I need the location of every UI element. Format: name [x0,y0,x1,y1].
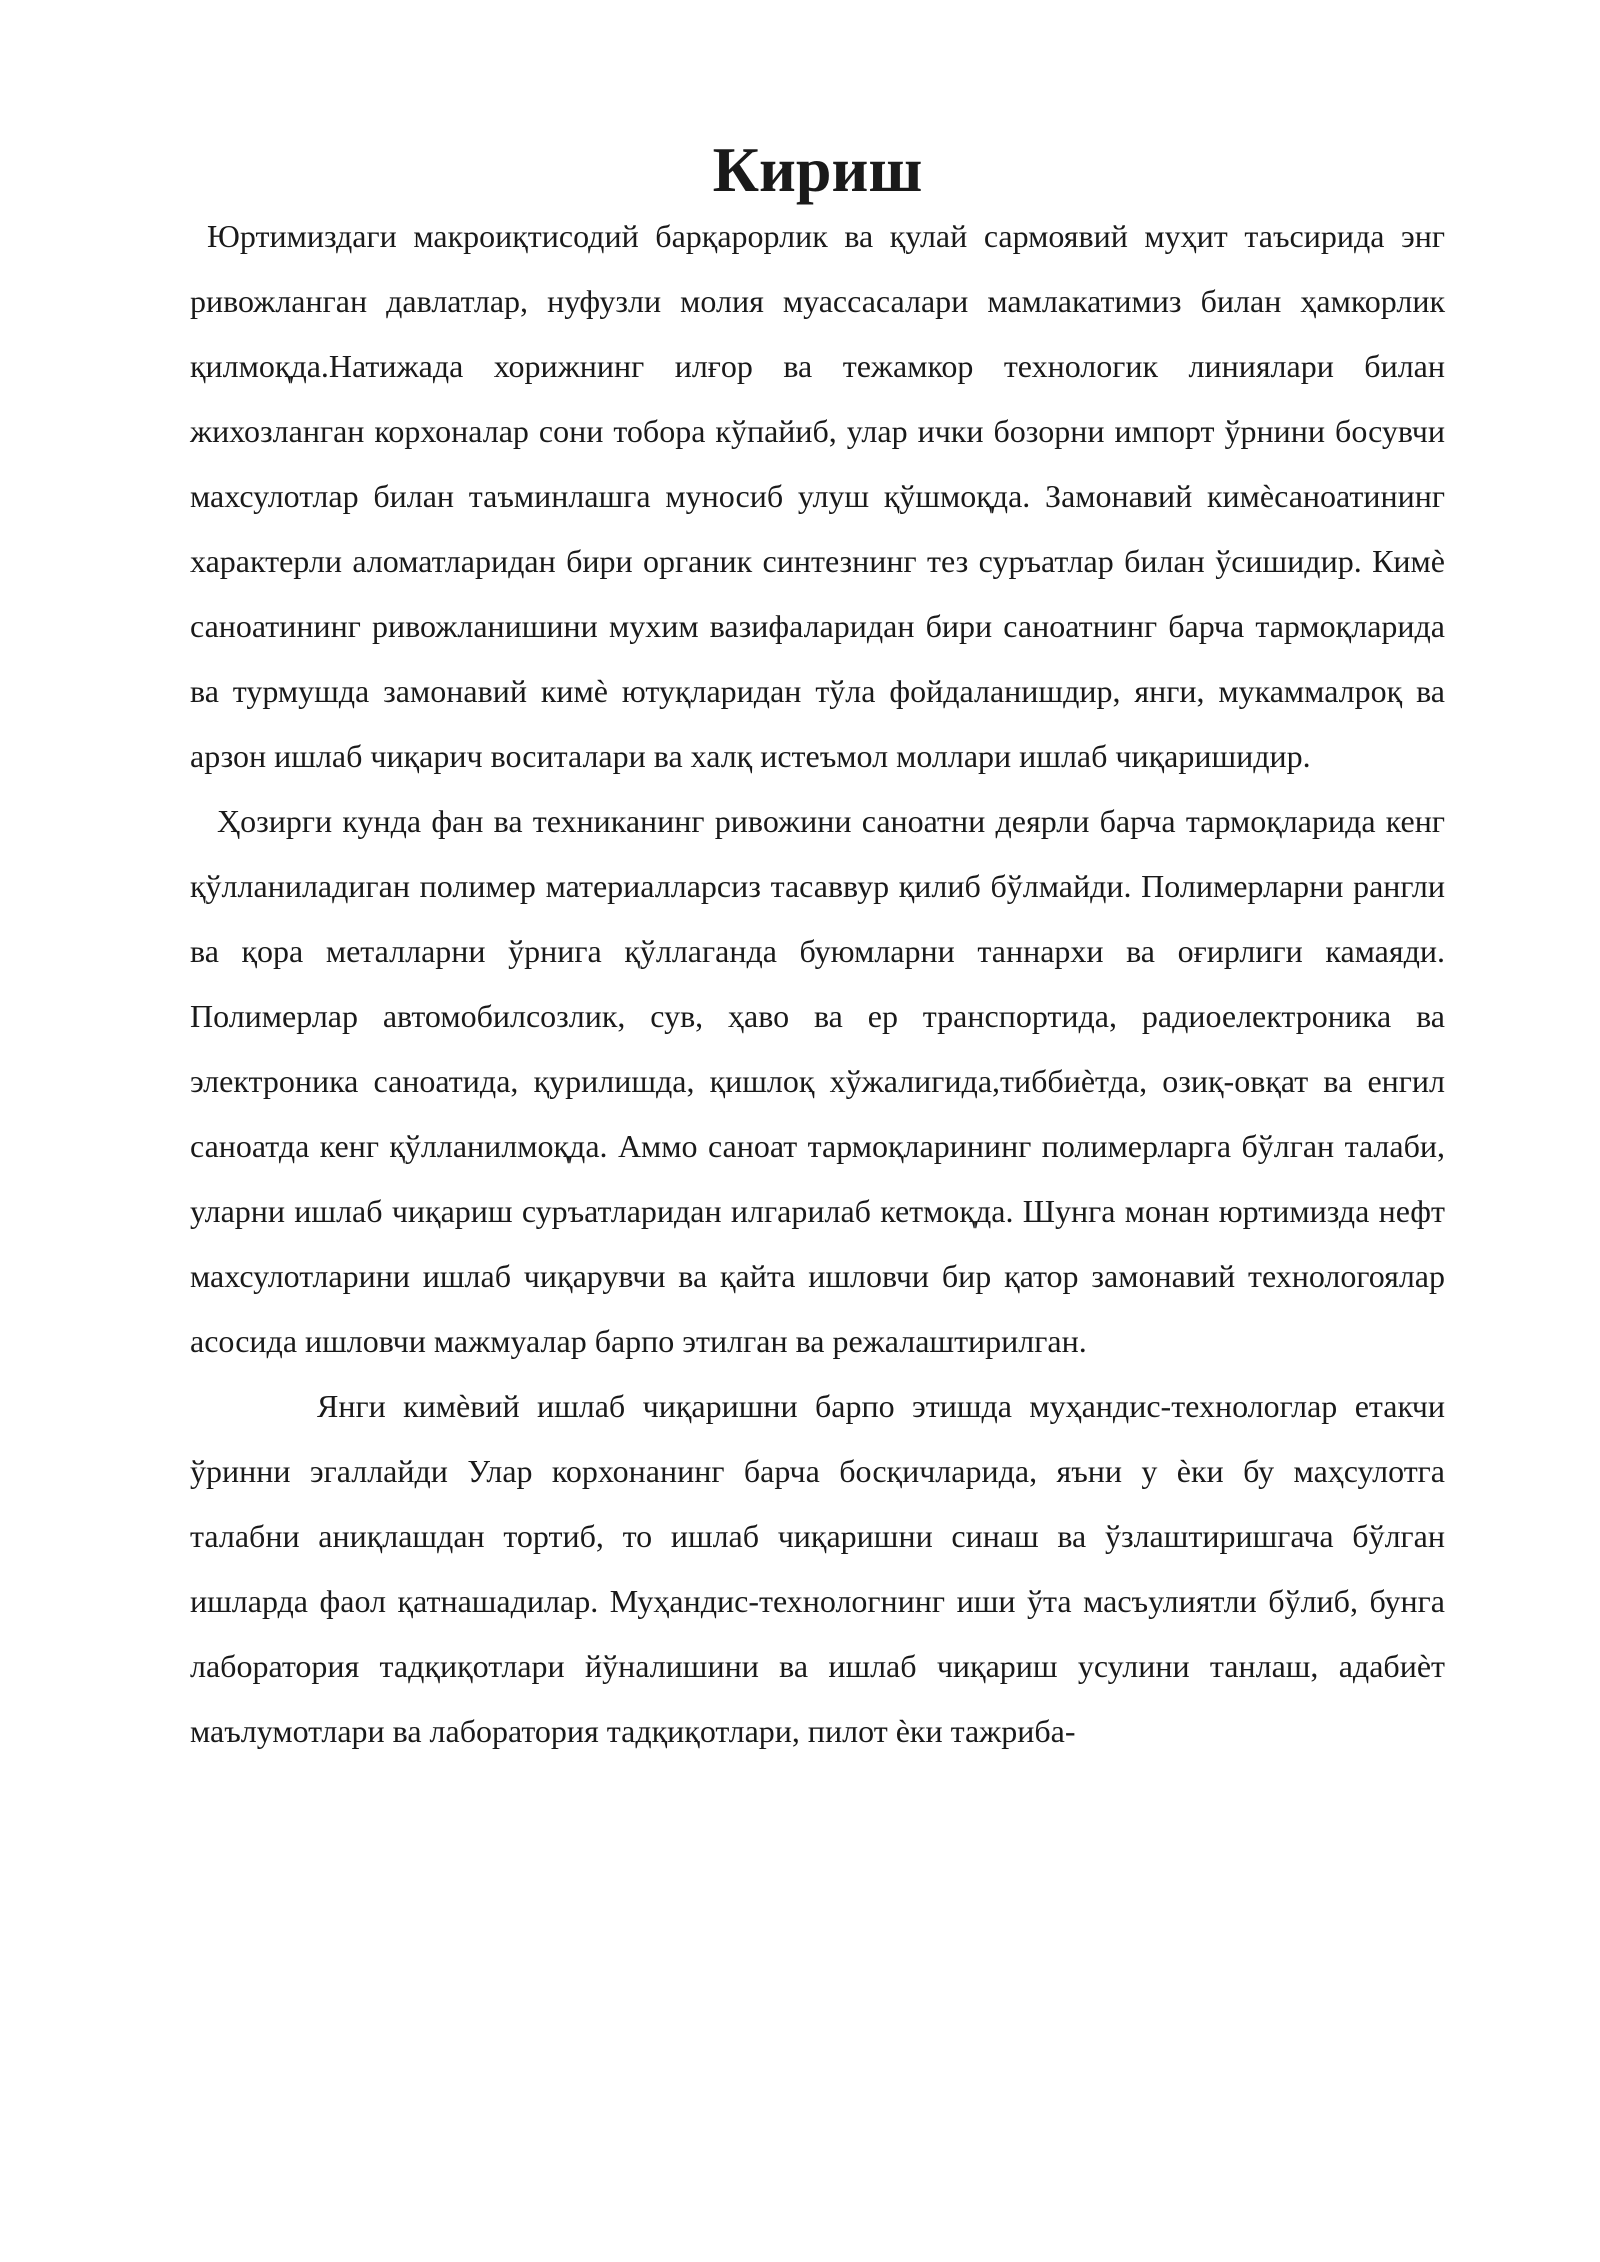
paragraph-polymers: Ҳозирги кунда фан ва техниканинг ривожини саноатни деярли барча тармоқларида кенг қўлланиладиган полимер материалларсиз тасаввур қилиб бўлмайди. Полимерларни рангли ва қора металларни ўрнига қўллаганда буюмларни таннархи ва оғирлиги камаяди. Полимерлар автомобилсозлик, сув, ҳаво ва ер транспортида, радиоелектроника ва электроника саноатида, қурилишда, қишлоқ хўжалигида,тиббиѐтда, озиқ-овқат ва енгил саноатда кенг қўлланилмоқда. Аммо саноат тармоқларининг полимерларга бўлган талаби, уларни ишлаб чиқариш суръатларидан илгарилаб кетмоқда. Шунга монан юртимизда нефт махсулотларини ишлаб чиқарувчи ва қайта ишловчи бир қатор замонавий технологоялар асосида ишловчи мажмуалар барпо этилган ва режалаштирилган. [190,803,1445,1359]
paragraph-engineers: Янги кимѐвий ишлаб чиқаришни барпо этишда муҳандис-технологлар етакчи ўринни эгаллайди Улар корхонанинг барча босқичларида, яъни у ѐки бу маҳсулотга талабни аниқлашдан тортиб, то ишлаб чиқаришни синаш ва ўзлаштиришгача бўлган ишларда фаол қатнашадилар. Муҳандис-технологнинг иши ўта масъулиятли бўлиб, бунга лаборатория тадқиқотлари йўналишини ва ишлаб чиқариш усулини танлаш, адабиѐт маълумотлари ва лаборатория тадқиқотлари, пилот ѐки тажриба- [190,1388,1445,1749]
document-title: Кириш [712,134,923,205]
paragraph-intro: Юртимиздаги макроиқтисодий барқарорлик ва қулай сармоявий муҳит таъсирида энг ривожланган давлатлар, нуфузли молия муассасалари мамлакатимиз билан ҳамкорлик қилмоқда.Натижада хорижнинг илғор ва тежамкор технологик линиялари билан жихозланган корхоналар сони тобора кўпайиб, улар ички бозорни импорт ўрнини босувчи махсулотлар билан таъминлашга муносиб улуш қўшмоқда. Замонавий кимѐсаноатининг характерли аломатларидан бири органик синтезнинг тез суръатлар билан ўсишидир. Кимѐ саноатининг ривожланишини мухим вазифаларидан бири саноатнинг барча тармоқларида ва турмушда замонавий кимѐ ютуқларидан тўла фойдаланишдир, янги, мукаммалроқ ва арзон ишлаб чиқарич воситалари ва халқ истеъмол моллари ишлаб чиқаришидир. [190,218,1445,774]
document-body [190,134,1445,1764]
